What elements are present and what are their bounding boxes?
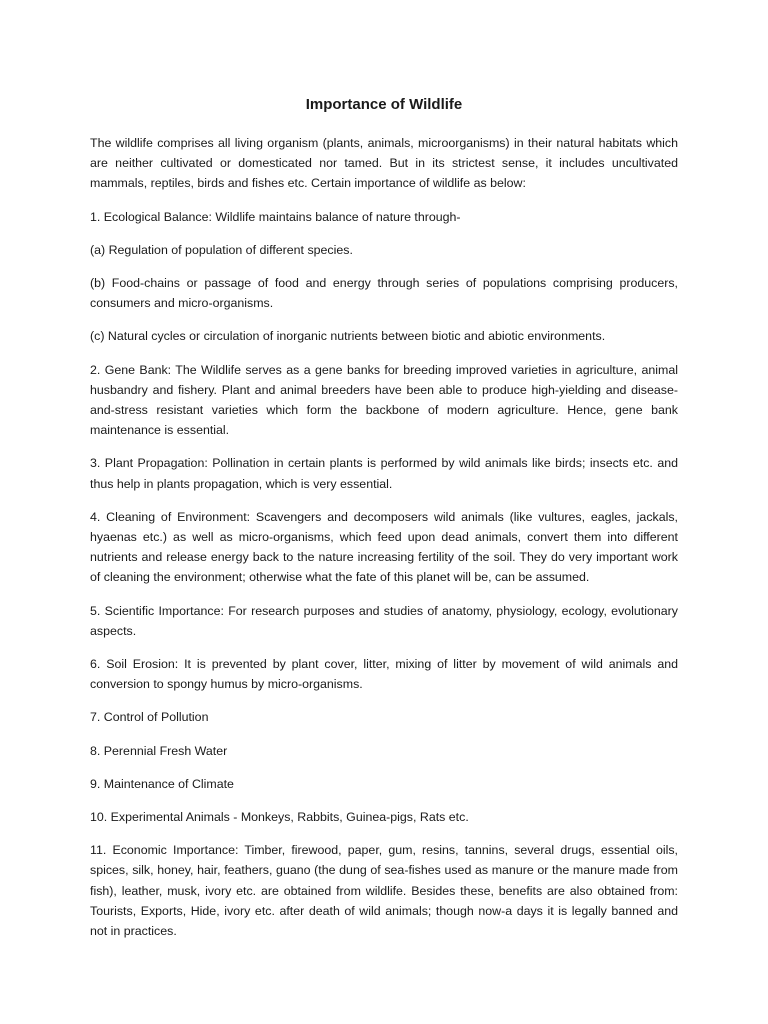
paragraph-economic-importance: 11. Economic Importance: Timber, firewood, paper, gum, resins, tannins, several drugs, essential oils, spices, silk, honey, hair, feathers, guano (the dung of sea-fishes used as manure or the manure made from fish), leather, musk, ivory etc. are obtained from wildlife. Besides these, benefits are also obtained from: Tourists, Exports, Hide, ivory etc. after death of wild animals; though now-a days it is legally banned and not in practices. [90,843,678,939]
paragraph-soil-erosion: 6. Soil Erosion: It is prevented by plant cover, litter, mixing of litter by movement of wild animals and conversion to spongy humus by micro-organisms. [90,657,678,692]
paragraph-experimental-animals: 10. Experimental Animals - Monkeys, Rabbits, Guinea-pigs, Rats etc. [90,810,469,825]
paragraph-gene-bank: 2. Gene Bank: The Wildlife serves as a gene banks for breeding improved varieties in agriculture, animal husbandry and fishery. Plant and animal breeders have been able to produce high-yielding and disease-and-stress resistant varieties which form the backbone of modern agriculture. Hence, gene bank maintenance is essential. [90,362,678,438]
paragraph-control-pollution: 7. Control of Pollution [90,710,209,725]
paragraph-population-regulation: (a) Regulation of population of different species. [90,242,353,257]
paragraph-natural-cycles: (c) Natural cycles or circulation of inorganic nutrients between biotic and abiotic environments. [90,329,606,344]
paragraph-scientific-importance: 5. Scientific Importance: For research purposes and studies of anatomy, physiology, ecology, evolutionary aspects. [90,603,678,638]
paragraph-plant-propagation: 3. Plant Propagation: Pollination in certain plants is performed by wild animals like birds; insects etc. and thus help in plants propagation, which is very essential. [90,456,678,491]
intro-paragraph: The wildlife comprises all living organism (plants, animals, microorganisms) in their natural habitats which are neither cultivated or domesticated nor tamed. But in its strictest sense, it includes uncultivated mammals, reptiles, birds and fishes etc. Certain importance of wildlife as below: [90,136,678,191]
paragraph-climate: 9. Maintenance of Climate [90,776,234,791]
paragraph-fresh-water: 8. Perennial Fresh Water [90,743,228,758]
paragraph-food-chains: (b) Food-chains or passage of food and energy through series of populations comprising producers, consumers and micro-organisms. [90,276,678,311]
paragraph-cleaning-environment: 4. Cleaning of Environment: Scavengers and decomposers wild animals (like vultures, eagles, jackals, hyaenas etc.) as well as micro-organisms, which feed upon dead animals, convert them into different nutrients and release energy back to the nature increasing fertility of the soil. They do very important work of cleaning the environment; otherwise what the fate of this planet will be, can be assumed. [90,509,678,585]
document-page [90,0,678,941]
page-title: Importance of Wildlife [305,96,463,113]
paragraph-ecological-balance: 1. Ecological Balance: Wildlife maintains balance of nature through- [90,209,461,224]
